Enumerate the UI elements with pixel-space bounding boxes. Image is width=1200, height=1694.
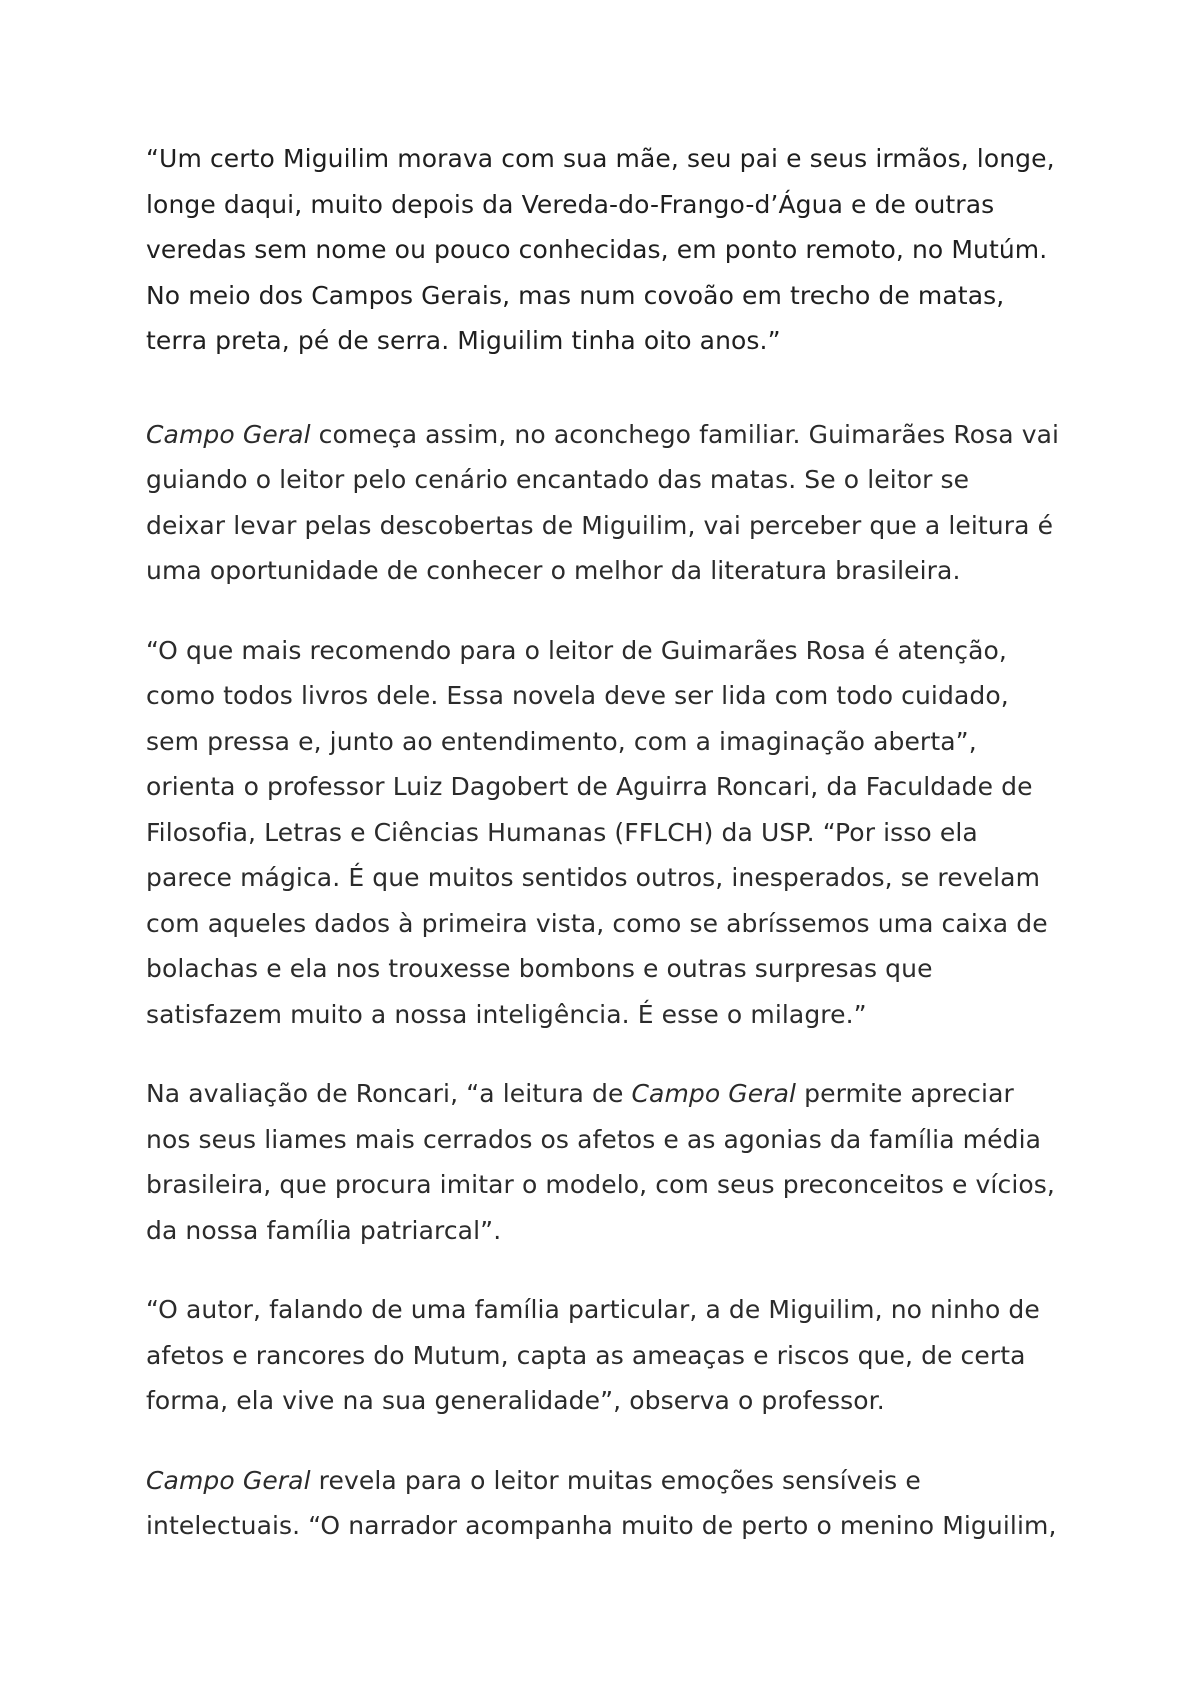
paragraph-5: [146, 1287, 1066, 1424]
text-line: [146, 1458, 1066, 1504]
text-segment: Filosofia, Letras e Ciências Humanas (FFLCH) da USP. “Por isso ela: [146, 817, 978, 847]
text-segment: deixar levar pelas descobertas de Miguilim, vai perceber que a leitura é: [146, 510, 1054, 540]
text-line: [146, 1208, 1066, 1254]
document-body: [146, 136, 1066, 1583]
text-segment: satisfazem muito a nossa inteligência. É esse o milagre.”: [146, 999, 867, 1029]
text-segment: “Um certo Miguilim morava com sua mãe, seu pai e seus irmãos, longe,: [146, 144, 1055, 173]
text-line: [146, 1503, 1066, 1549]
text-line: [146, 628, 1066, 674]
text-segment: sem pressa e, junto ao entendimento, com a imaginação aberta”,: [146, 726, 977, 756]
text-line: [146, 719, 1066, 765]
text-line: [146, 673, 1066, 719]
text-line: [146, 764, 1066, 810]
text-segment: permite apreciar: [796, 1079, 1014, 1108]
text-line: [146, 1162, 1066, 1208]
text-segment: brasileira, que procura imitar o modelo, com seus preconceitos e vícios,: [146, 1170, 1055, 1199]
book-title-italic: Campo Geral: [631, 1079, 797, 1108]
text-segment: “O que mais recomendo para o leitor de Guimarães Rosa é atenção,: [146, 635, 1007, 665]
text-segment: No meio dos Campos Gerais, mas num covoão em trecho de matas,: [146, 280, 1005, 310]
text-line: [146, 227, 1066, 273]
text-segment: terra preta, pé de serra. Miguilim tinha oito anos.”: [146, 326, 781, 355]
text-segment: Na avaliação de Roncari, “a leitura de: [146, 1079, 632, 1108]
text-segment: uma oportunidade de conhecer o melhor da literatura brasileira.: [146, 556, 961, 585]
paragraph-2: [146, 412, 1066, 594]
text-segment: guiando o leitor pelo cenário encantado das matas. Se o leitor se: [146, 465, 970, 494]
text-line: [146, 810, 1066, 856]
text-line: [146, 1333, 1066, 1379]
text-segment: da nossa família patriarcal”.: [146, 1215, 502, 1245]
text-line: [146, 503, 1066, 549]
paragraph-6: [146, 1458, 1066, 1549]
text-segment: como todos livros dele. Essa novela deve ser lida com todo cuidado,: [146, 681, 1009, 710]
paragraph-1: [146, 136, 1066, 364]
text-segment: intelectuais. “O narrador acompanha muito de perto o menino Miguilim,: [146, 1511, 1057, 1540]
text-segment: afetos e rancores do Mutum, capta as ameaças e riscos que, de certa: [146, 1340, 1026, 1370]
text-line: [146, 855, 1066, 901]
text-line: [146, 182, 1066, 228]
text-line: [146, 1117, 1066, 1163]
text-line: [146, 946, 1066, 992]
text-segment: começa assim, no aconchego familiar. Guimarães Rosa vai: [310, 419, 1060, 449]
text-segment: forma, ela vive na sua generalidade”, observa o professor.: [146, 1386, 885, 1415]
text-line: [146, 318, 1066, 364]
text-segment: “O autor, falando de uma família particular, a de Miguilim, no ninho de: [146, 1295, 1040, 1324]
text-line: [146, 136, 1066, 182]
text-segment: bolachas e ela nos trouxesse bombons e outras surpresas que: [146, 954, 933, 983]
text-line: [146, 1378, 1066, 1424]
paragraph-4: [146, 1071, 1066, 1253]
text-line: [146, 901, 1066, 947]
text-line: [146, 457, 1066, 503]
text-segment: revela para o leitor muitas emoções sensíveis e: [310, 1465, 921, 1495]
paragraph-3: [146, 628, 1066, 1038]
text-segment: veredas sem nome ou pouco conhecidas, em ponto remoto, no Mutúm.: [146, 235, 1048, 264]
text-line: [146, 992, 1066, 1038]
text-line: [146, 1071, 1066, 1117]
book-title-italic: Campo Geral: [146, 1465, 311, 1495]
text-segment: nos seus liames mais cerrados os afetos e as agonias da família média: [146, 1124, 1042, 1154]
text-segment: com aqueles dados à primeira vista, como se abríssemos uma caixa de: [146, 908, 1048, 938]
text-segment: longe daqui, muito depois da Vereda-do-Frango-d’Água e de outras: [146, 189, 995, 219]
book-title-italic: Campo Geral: [146, 419, 311, 449]
text-line: [146, 1287, 1066, 1333]
text-segment: parece mágica. É que muitos sentidos outros, inesperados, se revelam: [146, 863, 1041, 892]
text-line: [146, 273, 1066, 319]
text-line: [146, 548, 1066, 594]
text-segment: orienta o professor Luiz Dagobert de Aguirra Roncari, da Faculdade de: [146, 772, 1033, 801]
text-line: [146, 412, 1066, 458]
